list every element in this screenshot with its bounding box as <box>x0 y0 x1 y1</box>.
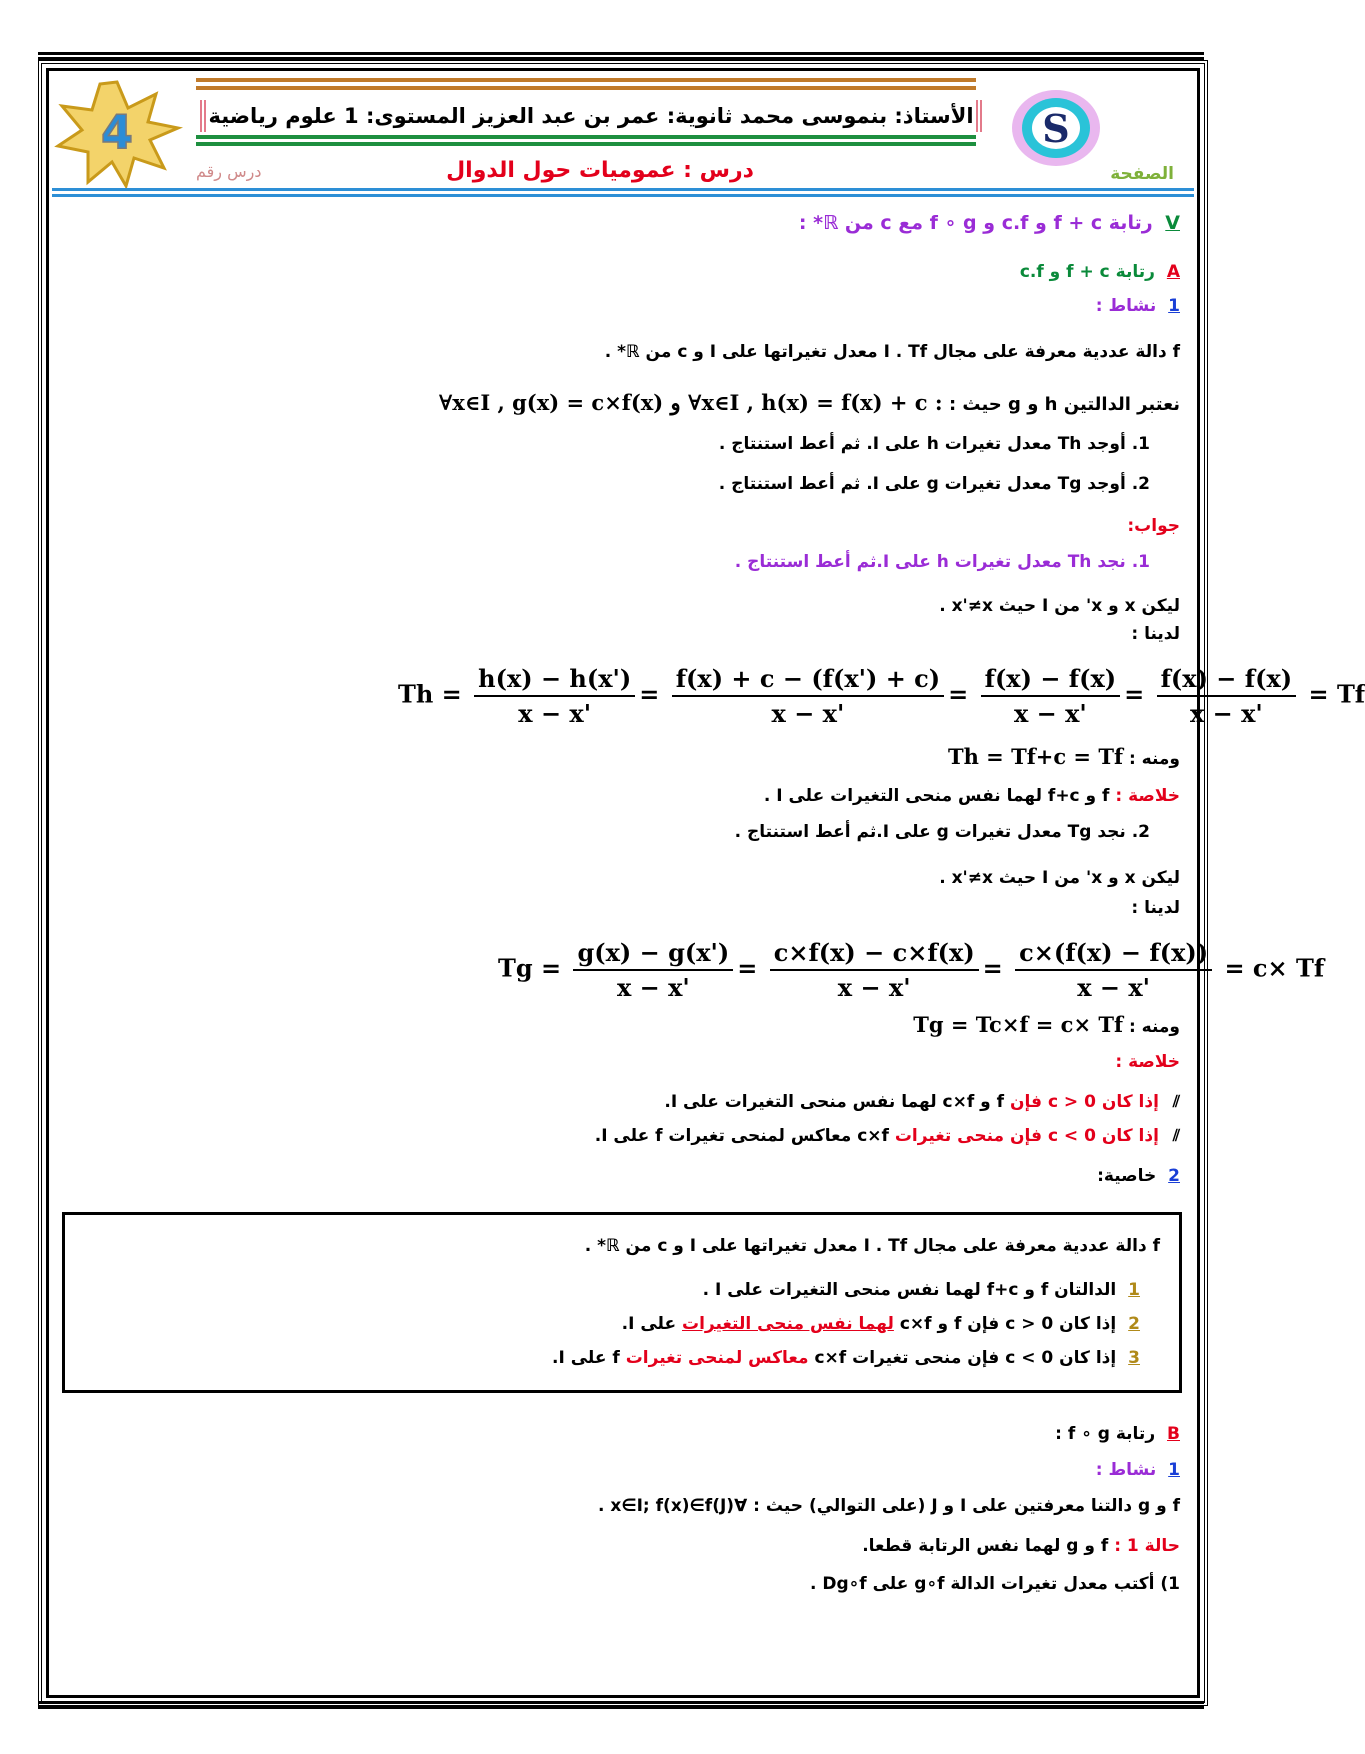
activity-2-title: نشاط : <box>1095 1460 1157 1480</box>
tg-equation: Tg = $\frac{g(x) - g(x')}{x - x'}$ = $\frac{c\times f(x) - c\times f(x)}{x - x'}$ = $\frac{c\times(f(x) - f(x))}{x - x'}$ = c× Tf <box>498 938 1325 1002</box>
box-item-1 <box>120 1280 1140 1300</box>
let-statement-1: ليكن x و x' من I حيث x'≠x . <box>939 596 1180 616</box>
tg-frac-3 <box>1015 938 1212 1002</box>
let-statement-2: ليكن x و x' من I حيث x'≠x . <box>939 868 1180 888</box>
bullet-1-condition: إذا كان c > 0 فإن <box>1009 1092 1159 1112</box>
th-frac-2-den: x − x' <box>771 699 845 728</box>
header-teacher-box <box>200 100 982 132</box>
th-frac-3-num: f(x) − f(x) <box>981 664 1121 697</box>
section-v-title: رتابة f + c و c.f و f ∘ g مع c من ℝ* : <box>798 212 1153 234</box>
case-1-label: حالة 1 : <box>1114 1536 1180 1556</box>
tg-frac-2-num: c×f(x) − c×f(x) <box>770 938 979 971</box>
activity-2-heading <box>120 1460 1180 1480</box>
top-rule <box>38 52 1204 55</box>
tg-frac-2-den: x − x' <box>837 973 911 1002</box>
logo-letter: S <box>1042 106 1070 151</box>
box-item-2-text-b: لهما نفس منحى التغيرات <box>682 1314 894 1334</box>
badge-number: 4 <box>100 105 134 159</box>
th-lhs: Th = <box>398 679 462 709</box>
tg-frac-1-num: g(x) − g(x') <box>573 938 733 971</box>
box-item-3-text-c: f على I. <box>552 1348 620 1368</box>
tg-frac-1-den: x − x' <box>616 973 690 1002</box>
answer-2-heading: 2. نجد Tg معدل تغيرات g على I.ثم أعط استنتاج . <box>734 822 1150 842</box>
section-v-heading <box>120 212 1180 234</box>
section-b-paragraph: f و g دالتنا معرفتين على I و J (على التوالي) حيث : ∀x∈I; f(x)∈f(J) . <box>598 1496 1180 1516</box>
lesson-number-label: درس رقم <box>196 162 262 181</box>
bullet-2-condition: إذا كان c < 0 فإن منحى تغيرات <box>894 1126 1159 1146</box>
tg-rhs: = c× Tf <box>1224 953 1325 983</box>
th-frac-4 <box>1157 664 1297 728</box>
th-frac-3 <box>981 664 1121 728</box>
box-item-3-number: 3 <box>1128 1348 1140 1368</box>
section-a-number: A <box>1166 262 1180 282</box>
box-item-3-text-a: إذا كان c < 0 فإن منحى تغيرات c×f <box>814 1348 1117 1368</box>
school-logo-icon <box>1010 88 1102 168</box>
property-title: خاصية: <box>1097 1166 1157 1186</box>
th-frac-2 <box>672 664 944 728</box>
bullet-icon: ⫽ <box>1172 1092 1180 1111</box>
bullet-1-text: f و c×f لهما نفس منحى التغيرات على I. <box>664 1092 1005 1112</box>
thus-1-label: ومنه : <box>1128 749 1180 769</box>
section-a-heading <box>120 262 1180 282</box>
header-bar-orange <box>196 78 976 82</box>
th-frac-3-den: x − x' <box>1013 699 1087 728</box>
answer-1-heading: 1. نجد Th معدل تغيرات h على I.ثم أعط استنتاج . <box>734 552 1150 572</box>
activity-1-heading <box>120 296 1180 316</box>
paragraph-2-math: ∀x∈I , g(x) = c×f(x) و ∀x∈I , h(x) = f(x) + c : <box>438 390 943 415</box>
header-bar-green-2 <box>196 142 976 146</box>
activity-1-title: نشاط : <box>1095 296 1157 316</box>
conclusion-2-bullet-1 <box>120 1092 1180 1112</box>
section-b-heading <box>120 1424 1180 1444</box>
question-1: 1. أوجد Th معدل تغيرات h على I. ثم أعط استنتاج . <box>718 434 1150 454</box>
th-frac-4-num: f(x) − f(x) <box>1157 664 1297 697</box>
conclusion-2-bullet-2 <box>120 1126 1180 1146</box>
th-frac-1-den: x − x' <box>518 699 592 728</box>
teacher-line: الأستاذ: بنموسى محمد ثانوية: عمر بن عبد العزيز المستوى: 1 علوم رياضية <box>208 104 974 128</box>
section-a-title: رتابة f + c و c.f <box>1019 262 1155 282</box>
tg-frac-2 <box>770 938 979 1002</box>
th-frac-2-num: f(x) + c − (f(x') + c) <box>672 664 944 697</box>
conclusion-1 <box>120 786 1180 806</box>
th-equation: Th = $\frac{h(x) - h(x')}{x - x'}$ = $\frac{f(x) + c - (f(x') + c)}{x - x'}$ = $\frac{f(x) - f(x)}{x - x'}$ = $\frac{f(x) - f(x)}{x - x'}$ = Tf <box>398 664 1365 728</box>
thus-1-math: Th = Tf+c = Tf <box>947 744 1124 769</box>
paragraph-2-text: نعتبر الدالتين h و g حيث : <box>948 394 1180 415</box>
tg-frac-3-num: c×(f(x) − f(x)) <box>1015 938 1212 971</box>
answer-label: جواب: <box>1127 516 1180 536</box>
box-item-3-text-b: معاكس لمنحى تغيرات <box>625 1348 809 1368</box>
thus-2-math: Tg = Tc×f = c× Tf <box>913 1012 1124 1037</box>
paragraph-2 <box>120 390 1180 415</box>
bullet-icon: ⫽ <box>1172 1126 1180 1145</box>
header-rule-blue <box>52 188 1194 191</box>
tg-frac-1 <box>573 938 733 1002</box>
box-item-2-number: 2 <box>1128 1314 1140 1334</box>
we-have-1: لدينا : <box>1131 624 1180 644</box>
header-bar-green <box>196 135 976 139</box>
box-item-2-text-a: إذا كان c > 0 فإن f و c×f <box>899 1314 1117 1334</box>
thus-2 <box>120 1012 1180 1037</box>
section-b-question-1: 1) أكتب معدل تغيرات الدالة g∘f على Dg∘f . <box>809 1574 1180 1594</box>
th-frac-1-num: h(x) − h(x') <box>474 664 635 697</box>
question-2: 2. أوجد Tg معدل تغيرات g على I. ثم أعط استنتاج . <box>718 474 1150 494</box>
activity-2-number: 1 <box>1168 1460 1180 1480</box>
th-rhs: = Tf <box>1308 679 1365 709</box>
lesson-title: درس : عموميات حول الدوال <box>446 158 754 183</box>
property-number: 2 <box>1168 1166 1180 1186</box>
section-b-title: رتابة f ∘ g : <box>1055 1424 1156 1444</box>
th-frac-1 <box>474 664 635 728</box>
case-1-text: f و g لهما نفس الرتابة قطعا. <box>862 1536 1109 1556</box>
tg-frac-3-den: x − x' <box>1077 973 1151 1002</box>
thus-1 <box>120 744 1180 769</box>
conclusion-1-text: f و f+c لهما نفس منحى التغيرات على I . <box>763 786 1110 806</box>
paragraph-1: f دالة عددية معرفة على مجال I . Tf معدل تغيراتها على I و c من ℝ* . <box>604 342 1180 362</box>
conclusion-1-label: خلاصة : <box>1115 786 1180 806</box>
box-item-1-number: 1 <box>1128 1280 1140 1300</box>
page-label: الصفحة <box>1110 164 1174 184</box>
box-paragraph: f دالة عددية معرفة على مجال I . Tf معدل تغيراتها على I و c من ℝ* . <box>584 1236 1160 1256</box>
header-bar-orange-2 <box>196 86 976 90</box>
box-item-1-text: الدالتان f و f+c لهما نفس منحى التغيرات على I . <box>702 1280 1117 1300</box>
tg-lhs: Tg = <box>498 953 562 983</box>
header-rule-blue-2 <box>52 194 1194 197</box>
thus-2-label: ومنه : <box>1128 1017 1180 1037</box>
activity-1-number: 1 <box>1168 296 1180 316</box>
box-item-2-text-c: على I. <box>621 1314 677 1334</box>
we-have-2: لدينا : <box>1131 898 1180 918</box>
bullet-2-text: c×f معاكس لمنحى تغيرات f على I. <box>594 1126 889 1146</box>
section-b-number: B <box>1167 1424 1180 1444</box>
th-frac-4-den: x − x' <box>1189 699 1263 728</box>
case-1 <box>120 1536 1180 1556</box>
property-heading <box>120 1166 1180 1186</box>
conclusion-2-label: خلاصة : <box>1115 1052 1180 1072</box>
bottom-rule-2 <box>38 1706 1204 1709</box>
section-v-number: V <box>1165 212 1180 234</box>
box-item-2 <box>120 1314 1140 1334</box>
lesson-number-star-icon <box>52 78 182 188</box>
box-item-3 <box>120 1348 1140 1368</box>
